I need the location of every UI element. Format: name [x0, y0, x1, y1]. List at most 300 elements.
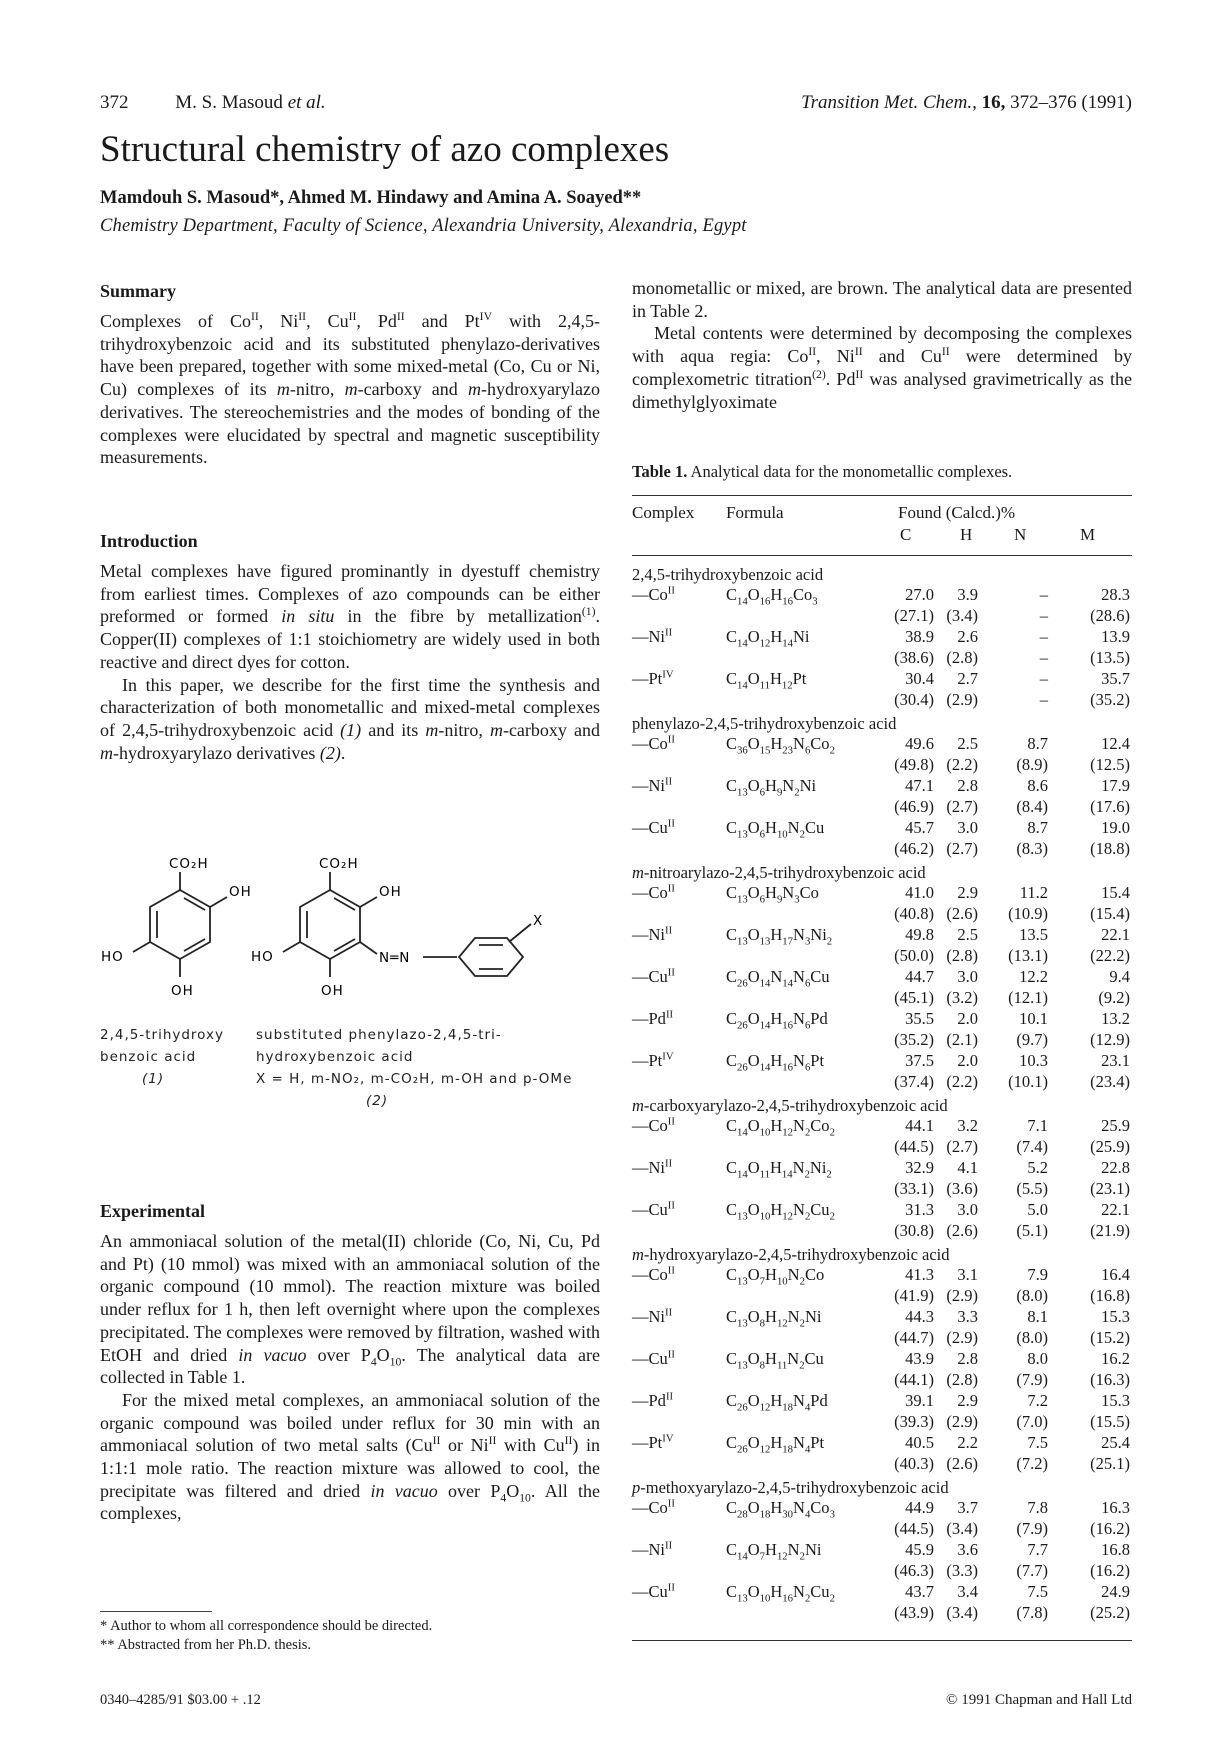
- found-c-cell: 47.1: [905, 776, 934, 795]
- text-segment: in situ: [281, 606, 335, 627]
- text-segment: O: [506, 1480, 520, 1501]
- calcd-n-cell: (7.2): [1016, 1454, 1048, 1473]
- table-row: [632, 1582, 1132, 1624]
- found-m-cell: 9.4: [1109, 967, 1130, 986]
- text-segment: ) in 1:1:1 mole ratio. The reaction mixture was allowed to cool, the precipitate was filtered and dried: [100, 1435, 600, 1501]
- text-segment: . The analytical data are collected in Table 1.: [100, 1344, 601, 1388]
- calcd-h-cell: (2.9): [946, 1328, 978, 1347]
- complex-cell: $—Ni^{II}$: [632, 775, 673, 795]
- calcd-c-cell: (30.4): [894, 690, 934, 709]
- found-m-cell: 17.9: [1101, 776, 1130, 795]
- table-row: [632, 776, 1132, 818]
- running-author: M. S. Masoud: [175, 92, 283, 113]
- found-h-cell: 2.0: [957, 1009, 978, 1028]
- calcd-h-cell: (2.9): [946, 690, 978, 709]
- formula-cell: $C_{14}O_{11}H_{12}Pt$: [726, 669, 807, 692]
- structure-1-oh-right: OH: [229, 884, 252, 900]
- calcd-m-cell: (16.8): [1090, 1286, 1130, 1305]
- calcd-m-cell: (28.6): [1090, 606, 1130, 625]
- text-segment: II: [348, 310, 357, 323]
- table-group-heading: phenylazo-2,4,5-trihydroxybenzoic acid: [632, 714, 897, 733]
- formula-cell: $C_{13}O_{13}H_{17}N_3Ni_2$: [726, 925, 833, 948]
- calcd-n-cell: (8.0): [1016, 1286, 1048, 1305]
- table-caption-text: Analytical data for the monometallic complexes.: [690, 462, 1013, 481]
- affiliation: Chemistry Department, Faculty of Science, Alexandria University, Alexandria, Egypt: [100, 216, 747, 236]
- running-author-suffix: et al.: [287, 92, 326, 113]
- text-segment: m: [468, 379, 482, 400]
- found-c-cell: 44.1: [905, 1116, 934, 1135]
- table-bottom-rule: [632, 1640, 1132, 1641]
- calcd-h-cell: (3.4): [946, 1519, 978, 1538]
- complex-cell: $—Co^{II}$: [632, 1115, 675, 1135]
- found-c-cell: 44.9: [905, 1498, 934, 1517]
- footer-copyright: © 1991 Chapman and Hall Ltd: [946, 1692, 1132, 1708]
- table-row: [632, 585, 1132, 627]
- complex-cell: $—Cu^{II}$: [632, 966, 675, 986]
- text-segment: over P: [437, 1480, 501, 1501]
- calcd-c-cell: (37.4): [894, 1072, 934, 1091]
- calcd-n-cell: (7.4): [1016, 1137, 1048, 1156]
- found-c-cell: 27.0: [905, 585, 934, 604]
- calcd-c-cell: (46.3): [894, 1561, 934, 1580]
- calcd-n-cell: –: [1039, 690, 1048, 709]
- text-segment: . All the complexes,: [100, 1480, 601, 1524]
- complex-cell: $—Cu^{II}$: [632, 1199, 675, 1219]
- found-c-cell: 49.6: [905, 734, 934, 753]
- formula-cell: $C_{13}O_8H_{11}N_2Cu$: [726, 1349, 824, 1372]
- calcd-c-cell: (49.8): [894, 755, 934, 774]
- formula-cell: $C_{14}O_{16}H_{16}Co_3$: [726, 585, 818, 608]
- text-segment: , Pd: [356, 311, 397, 331]
- calcd-h-cell: (2.6): [946, 1454, 978, 1473]
- complex-cell: $—Ni^{II}$: [632, 1306, 673, 1326]
- formula-cell: $C_{14}O_7H_{12}N_2Ni$: [726, 1540, 822, 1563]
- table-row: [632, 734, 1132, 776]
- found-c-cell: 30.4: [905, 669, 934, 688]
- calcd-n-cell: (7.8): [1016, 1603, 1048, 1622]
- complex-cell: $—Pt^{IV}$: [632, 1432, 674, 1452]
- complex-cell: $—Co^{II}$: [632, 584, 675, 604]
- table-row: [632, 818, 1132, 860]
- found-c-cell: 31.3: [905, 1200, 934, 1219]
- calcd-h-cell: (3.2): [946, 988, 978, 1007]
- calcd-h-cell: (2.9): [946, 1412, 978, 1431]
- text-segment: -carboxy and: [357, 379, 469, 400]
- calcd-m-cell: (25.1): [1090, 1454, 1130, 1473]
- formula-cell: $C_{14}O_{10}H_{12}N_2Co_2$: [726, 1116, 835, 1139]
- text-segment: or Ni: [440, 1435, 489, 1456]
- calcd-c-cell: (38.6): [894, 648, 934, 667]
- found-n-cell: 13.5: [1019, 925, 1048, 944]
- calcd-n-cell: (10.9): [1008, 904, 1048, 923]
- right-paragraph-1: monometallic or mixed, are brown. The analytical data are presented in Table 2.: [632, 278, 1132, 321]
- structure-2-oh-right: OH: [379, 884, 402, 900]
- text-segment: II: [808, 345, 817, 359]
- text-segment: II: [432, 1434, 441, 1448]
- found-n-cell: 7.5: [1027, 1433, 1048, 1452]
- structure-2-caption: [256, 1027, 572, 1109]
- formula-cell: $C_{13}O_6H_9N_2Ni$: [726, 776, 817, 799]
- formula-cell: $C_{13}O_7H_{10}N_2Co$: [726, 1265, 825, 1288]
- structure-1-ho: HO: [101, 949, 124, 965]
- calcd-n-cell: (8.4): [1016, 797, 1048, 816]
- calcd-h-cell: (3.6): [946, 1179, 978, 1198]
- found-h-cell: 3.2: [957, 1116, 978, 1135]
- footnote-2: ** Abstracted from her Ph.D. thesis.: [100, 1637, 312, 1653]
- complex-cell: $—Pt^{IV}$: [632, 668, 674, 688]
- structure-2-azo: N═N: [379, 950, 411, 966]
- table-row: [632, 925, 1132, 967]
- table-top-rule: [632, 495, 1132, 496]
- found-c-cell: 40.5: [905, 1433, 934, 1452]
- found-c-cell: 45.7: [905, 818, 934, 837]
- text-segment: -carboxy and: [502, 719, 600, 740]
- table-header-h: H: [960, 525, 973, 544]
- calcd-m-cell: (15.2): [1090, 1328, 1130, 1347]
- calcd-n-cell: (9.7): [1016, 1030, 1048, 1049]
- calcd-c-cell: (46.2): [894, 839, 934, 858]
- footnote-rule: [100, 1611, 212, 1612]
- found-c-cell: 38.9: [905, 627, 934, 646]
- found-c-cell: 41.0: [905, 883, 934, 902]
- table-header-found: Found (Calcd.)%: [898, 503, 1016, 522]
- text-segment: -nitro,: [438, 719, 490, 740]
- table-row: [632, 669, 1132, 711]
- text-segment: II: [298, 310, 307, 323]
- text-segment: 10: [389, 1355, 402, 1369]
- text-segment: O: [376, 1344, 390, 1365]
- footer-code: 0340–4285/91 $03.00 + .12: [100, 1692, 261, 1708]
- complex-cell: $—Cu^{II}$: [632, 1581, 675, 1601]
- text-segment: (1): [340, 719, 362, 740]
- running-header-right: [801, 92, 1132, 114]
- table-group-heading: m-hydroxyarylazo-2,4,5-trihydroxybenzoic acid: [632, 1245, 950, 1264]
- footnote-1: * Author to whom all correspondence should be directed.: [100, 1618, 433, 1634]
- found-c-cell: 37.5: [905, 1051, 934, 1070]
- calcd-m-cell: (12.5): [1090, 755, 1130, 774]
- text-segment: II: [564, 1434, 573, 1448]
- found-n-cell: 10.3: [1019, 1051, 1048, 1070]
- structure-2-caption-line1: substituted phenylazo-2,4,5-tri-: [256, 1027, 502, 1043]
- found-h-cell: 2.6: [957, 627, 978, 646]
- found-m-cell: 15.3: [1101, 1307, 1130, 1326]
- found-c-cell: 44.7: [905, 967, 934, 986]
- calcd-h-cell: (3.4): [946, 606, 978, 625]
- experimental-text: [100, 1230, 600, 1525]
- calcd-c-cell: (35.2): [894, 1030, 934, 1049]
- text-segment: were determined by complexometric titration: [632, 346, 1133, 389]
- found-n-cell: 7.5: [1027, 1582, 1048, 1601]
- found-m-cell: 13.9: [1101, 627, 1130, 646]
- table-row: [632, 1009, 1132, 1051]
- found-m-cell: 35.7: [1101, 669, 1130, 688]
- text-segment: 4: [500, 1491, 507, 1505]
- text-segment: in vacuo: [370, 1480, 438, 1501]
- complex-cell: $—Ni^{II}$: [632, 626, 673, 646]
- found-m-cell: 15.4: [1101, 883, 1130, 902]
- text-segment: II: [855, 367, 864, 381]
- calcd-n-cell: (10.1): [1008, 1072, 1048, 1091]
- found-c-cell: 43.7: [905, 1582, 934, 1601]
- text-segment: 4: [370, 1355, 377, 1369]
- text-segment: .: [340, 742, 346, 763]
- found-c-cell: 45.9: [905, 1540, 934, 1559]
- text-segment: m: [489, 719, 503, 740]
- found-n-cell: 7.2: [1027, 1391, 1048, 1410]
- table-row: [632, 1498, 1132, 1540]
- benzene-ring-2: [300, 890, 360, 959]
- calcd-n-cell: (7.9): [1016, 1370, 1048, 1389]
- table-row: [632, 1116, 1132, 1158]
- calcd-n-cell: (5.5): [1016, 1179, 1048, 1198]
- found-c-cell: 43.9: [905, 1349, 934, 1368]
- calcd-h-cell: (2.6): [946, 904, 978, 923]
- formula-cell: $C_{13}O_8H_{12}N_2Ni$: [726, 1307, 822, 1330]
- structure-1-drawing: [133, 872, 227, 977]
- introduction-text: [100, 560, 600, 764]
- table-row: [632, 1349, 1132, 1391]
- found-n-cell: 8.7: [1027, 818, 1048, 837]
- found-m-cell: 16.3: [1101, 1498, 1130, 1517]
- found-m-cell: 16.4: [1101, 1265, 1130, 1284]
- found-c-cell: 44.3: [905, 1307, 934, 1326]
- found-m-cell: 22.1: [1101, 925, 1130, 944]
- text-segment: In this paper, we describe for the first time the synthesis and characterization of both monometallic and mixed-metal complexes of 2,4,5-trihydroxybenzoic acid: [100, 674, 600, 740]
- calcd-h-cell: (2.1): [946, 1030, 978, 1049]
- text-segment: (2): [319, 742, 341, 763]
- table-caption-label: Table 1.: [632, 462, 688, 481]
- calcd-c-cell: (44.5): [894, 1519, 934, 1538]
- calcd-h-cell: (2.2): [946, 1072, 978, 1091]
- found-m-cell: 22.1: [1101, 1200, 1130, 1219]
- calcd-h-cell: (3.4): [946, 1603, 978, 1622]
- found-n-cell: 11.2: [1019, 883, 1048, 902]
- calcd-c-cell: (30.8): [894, 1221, 934, 1240]
- text-segment: (2): [812, 367, 826, 381]
- complex-cell: $—Co^{II}$: [632, 882, 675, 902]
- structure-1-caption-line2: benzoic acid: [100, 1049, 197, 1065]
- text-segment: , Ni: [816, 346, 855, 367]
- structure-2-co2h: CO₂H: [319, 858, 359, 872]
- text-segment: An ammoniacal solution of the metal(II) chloride (Co, Ni, Cu, Pd and Pt) (10 mmol) was mixed with an ammoniacal solution of the organic compound (10 mmol). The reaction mixture was boiled under reflux for 1 h, then left overnight where upon the complexes precipitated. The complexes were removed by filtration, washed with EtOH and dried: [100, 1231, 600, 1365]
- structure-2-number: (2): [366, 1093, 389, 1109]
- found-n-cell: 12.2: [1019, 967, 1048, 986]
- table-row: [632, 1433, 1132, 1475]
- table-row: [632, 967, 1132, 1009]
- structure-2-oh-bottom: OH: [321, 983, 344, 999]
- calcd-m-cell: (16.2): [1090, 1561, 1130, 1580]
- formula-cell: $C_{26}O_{12}H_{18}N_4Pt$: [726, 1433, 825, 1456]
- intro-paragraph-1: [100, 560, 600, 674]
- text-segment: and its: [361, 719, 426, 740]
- calcd-n-cell: (13.1): [1008, 946, 1048, 965]
- found-n-cell: 7.8: [1027, 1498, 1048, 1517]
- found-m-cell: 25.9: [1101, 1116, 1130, 1135]
- calcd-m-cell: (18.8): [1090, 839, 1130, 858]
- calcd-c-cell: (33.1): [894, 1179, 934, 1198]
- text-segment: . Copper(II) complexes of 1:1 stoichiometry are widely used in both reactive and direct dyes for cotton.: [100, 606, 601, 672]
- calcd-c-cell: (44.5): [894, 1137, 934, 1156]
- table-row: [632, 627, 1132, 669]
- complex-cell: $—Pd^{II}$: [632, 1008, 674, 1028]
- found-c-cell: 35.5: [905, 1009, 934, 1028]
- calcd-h-cell: (2.8): [946, 1370, 978, 1389]
- table-row: [632, 883, 1132, 925]
- calcd-c-cell: (39.3): [894, 1412, 934, 1431]
- table-row: [632, 1265, 1132, 1307]
- journal-pages-year: 372–376 (1991): [1010, 92, 1132, 113]
- right-column-text: [632, 277, 1132, 413]
- found-h-cell: 3.0: [957, 818, 978, 837]
- formula-cell: $C_{13}O_6H_{10}N_2Cu$: [726, 818, 825, 841]
- text-segment: II: [941, 345, 950, 359]
- found-n-cell: –: [1039, 585, 1048, 604]
- calcd-h-cell: (2.6): [946, 1221, 978, 1240]
- calcd-m-cell: (25.9): [1090, 1137, 1130, 1156]
- journal-volume: 16,: [981, 92, 1006, 113]
- text-segment: II: [396, 310, 405, 323]
- table-group-heading: m-nitroarylazo-2,4,5-trihydroxybenzoic acid: [632, 863, 926, 882]
- calcd-c-cell: (40.3): [894, 1454, 934, 1473]
- structure-2-ho: HO: [251, 949, 274, 965]
- text-segment: 10: [519, 1491, 531, 1505]
- found-c-cell: 39.1: [905, 1391, 934, 1410]
- calcd-c-cell: (40.8): [894, 904, 934, 923]
- calcd-n-cell: –: [1039, 606, 1048, 625]
- calcd-n-cell: (12.1): [1008, 988, 1048, 1007]
- structure-1-caption: [100, 1027, 224, 1087]
- formula-cell: $C_{13}O_{10}H_{12}N_2Cu_2$: [726, 1200, 835, 1223]
- found-m-cell: 15.3: [1101, 1391, 1130, 1410]
- calcd-m-cell: (16.2): [1090, 1519, 1130, 1538]
- found-h-cell: 3.0: [957, 967, 978, 986]
- table-row: [632, 1200, 1132, 1242]
- text-segment: . Pd: [825, 368, 856, 389]
- calcd-h-cell: (3.3): [946, 1561, 978, 1580]
- found-n-cell: 8.6: [1027, 776, 1048, 795]
- table-group-heading: m-carboxyarylazo-2,4,5-trihydroxybenzoic acid: [632, 1096, 948, 1115]
- formula-cell: $C_{13}O_{10}H_{16}N_2Cu_2$: [726, 1582, 835, 1605]
- benzene-ring-1: [150, 890, 210, 959]
- calcd-m-cell: (25.2): [1090, 1603, 1130, 1622]
- text-segment: (1): [581, 605, 596, 619]
- running-header-left: [100, 92, 326, 114]
- table-row: [632, 1307, 1132, 1349]
- complex-cell: $—Co^{II}$: [632, 1264, 675, 1284]
- calcd-m-cell: (21.9): [1090, 1221, 1130, 1240]
- found-m-cell: 23.1: [1101, 1051, 1130, 1070]
- found-n-cell: 7.9: [1027, 1265, 1048, 1284]
- found-m-cell: 16.8: [1101, 1540, 1130, 1559]
- text-segment: was analysed gravimetrically as the dimethylglyoximate: [632, 368, 1133, 412]
- calcd-c-cell: (43.9): [894, 1603, 934, 1622]
- found-m-cell: 28.3: [1101, 585, 1130, 604]
- calcd-h-cell: (2.7): [946, 1137, 978, 1156]
- found-n-cell: 5.2: [1027, 1158, 1048, 1177]
- structure-1-caption-line1: 2,4,5-trihydroxy: [100, 1027, 225, 1043]
- text-segment: with 2,4,5-trihydroxybenzoic acid and its substituted phenylazo-derivatives have been prepared, together with some mixed-metal (Co, Cu or Ni, Cu) complexes of its: [100, 311, 600, 400]
- introduction-heading: Introduction: [100, 531, 198, 551]
- structure-1-oh-bottom: OH: [171, 983, 194, 999]
- found-m-cell: 25.4: [1101, 1433, 1130, 1452]
- structure-2-caption-line3: X = H, m-NO₂, m-CO₂H, m-OH and p-OMe: [256, 1071, 573, 1087]
- found-h-cell: 3.9: [957, 585, 978, 604]
- calcd-c-cell: (50.0): [894, 946, 934, 965]
- article-title: Structural chemistry of azo complexes: [100, 129, 670, 170]
- found-m-cell: 16.2: [1101, 1349, 1130, 1368]
- found-h-cell: 2.0: [957, 1051, 978, 1070]
- complex-cell: $—Ni^{II}$: [632, 924, 673, 944]
- found-h-cell: 3.0: [957, 1200, 978, 1219]
- complex-cell: $—Ni^{II}$: [632, 1157, 673, 1177]
- calcd-m-cell: (15.4): [1090, 904, 1130, 923]
- structure-1-co2h: CO₂H: [169, 858, 209, 872]
- text-segment: , Cu: [306, 311, 349, 331]
- complex-cell: $—Pd^{II}$: [632, 1390, 674, 1410]
- formula-cell: $C_{26}O_{14}H_{16}N_6Pt$: [726, 1051, 825, 1074]
- found-h-cell: 2.9: [957, 1391, 978, 1410]
- complex-cell: $—Pt^{IV}$: [632, 1050, 674, 1070]
- calcd-n-cell: (7.0): [1016, 1412, 1048, 1431]
- formula-cell: $C_{14}O_{11}H_{14}N_2Ni_2$: [726, 1158, 832, 1181]
- text-segment: m: [344, 379, 358, 400]
- calcd-m-cell: (16.3): [1090, 1370, 1130, 1389]
- calcd-c-cell: (27.1): [894, 606, 934, 625]
- text-segment: Metal contents were determined by decomposing the complexes with aqua regia: Co: [632, 323, 1132, 367]
- found-n-cell: 7.1: [1027, 1116, 1048, 1135]
- summary-text: [100, 310, 600, 469]
- table-header-n: N: [1014, 525, 1027, 544]
- found-h-cell: 2.7: [957, 669, 978, 688]
- experimental-paragraph-1: [100, 1230, 600, 1389]
- text-segment: m: [100, 742, 113, 763]
- found-h-cell: 2.5: [957, 734, 978, 753]
- calcd-m-cell: (12.9): [1090, 1030, 1130, 1049]
- text-segment: II: [488, 1434, 497, 1448]
- table-row: [632, 1158, 1132, 1200]
- found-n-cell: 7.7: [1027, 1540, 1048, 1559]
- found-h-cell: 3.1: [957, 1265, 978, 1284]
- experimental-heading: Experimental: [100, 1201, 205, 1221]
- calcd-m-cell: (15.5): [1090, 1412, 1130, 1431]
- table-caption: [632, 462, 1012, 482]
- formula-cell: $C_{36}O_{15}H_{23}N_6Co_2$: [726, 734, 835, 757]
- text-segment: -hydroxyarylazo derivatives: [113, 742, 320, 763]
- found-m-cell: 22.8: [1101, 1158, 1130, 1177]
- calcd-n-cell: (5.1): [1016, 1221, 1048, 1240]
- found-m-cell: 12.4: [1101, 734, 1130, 753]
- text-segment: m: [425, 719, 439, 740]
- text-segment: II: [854, 345, 863, 359]
- found-h-cell: 3.3: [957, 1307, 978, 1326]
- complex-cell: $—Co^{II}$: [632, 1497, 675, 1517]
- table-row: [632, 1051, 1132, 1093]
- found-m-cell: 24.9: [1101, 1582, 1130, 1601]
- found-c-cell: 32.9: [905, 1158, 934, 1177]
- complex-cell: $—Co^{II}$: [632, 733, 675, 753]
- found-h-cell: 2.8: [957, 1349, 978, 1368]
- structure-1-number: (1): [142, 1071, 165, 1087]
- text-segment: -hydroxyarylazo derivatives. The stereochemistries and the modes of bonding of the complexes were elucidated by spectral and magnetic susceptibility measurements.: [100, 379, 600, 468]
- text-segment: m: [276, 379, 290, 400]
- table-header-rule: [632, 555, 1132, 556]
- found-h-cell: 2.2: [957, 1433, 978, 1452]
- found-h-cell: 2.9: [957, 883, 978, 902]
- complex-cell: $—Cu^{II}$: [632, 1348, 675, 1368]
- text-segment: in the fibre by metallization: [334, 606, 582, 627]
- found-h-cell: 2.5: [957, 925, 978, 944]
- calcd-c-cell: (46.9): [894, 797, 934, 816]
